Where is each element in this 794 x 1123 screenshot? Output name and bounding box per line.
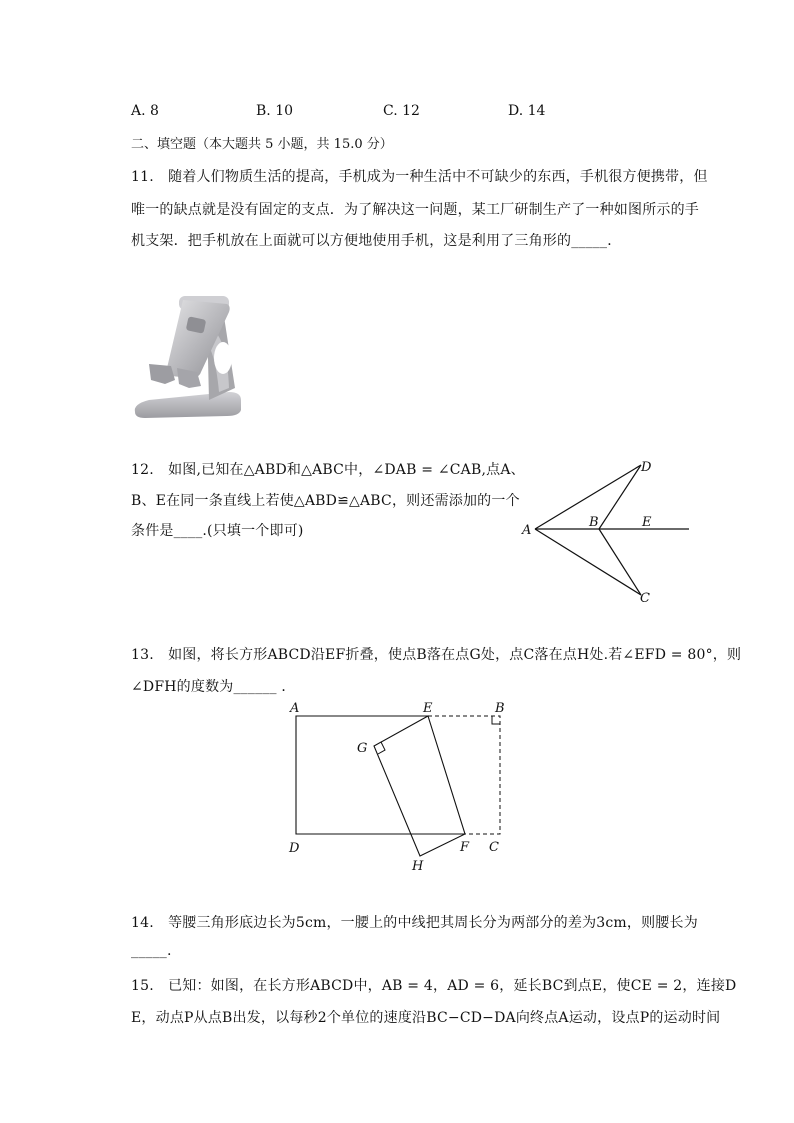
segment-bd: [599, 465, 641, 529]
label-e: E: [423, 701, 433, 716]
q13-line1: 13. 如图，将长方形ABCD沿EF折叠，使点B落在点G处，点C落在点H处.若∠EFD = 80°，则: [131, 647, 742, 663]
q14-line2: _____.: [131, 943, 172, 959]
phone-stand-image: [131, 288, 245, 418]
segment-bc: [599, 529, 641, 595]
q12-line1: 12. 如图,已知在△ABD和△ABC中，∠DAB = ∠CAB,点A、: [131, 462, 525, 478]
dashed-original: [428, 716, 500, 834]
q15-line1: 15. 已知：如图，在长方形ABCD中，AB = 4，AD = 6，延长BC到点E，使CE = 2，连接D: [131, 978, 737, 994]
q12-line2: B、E在同一条直线上若使△ABD≌△ABC，则还需添加的一个: [131, 493, 520, 509]
q13-diagram: [282, 696, 512, 876]
label-h: H: [412, 859, 424, 874]
q11-line1: 11. 随着人们物质生活的提高，手机成为一种生活中不可缺少的东西，手机很方便携带，但: [131, 169, 708, 185]
folded-part: [374, 716, 465, 856]
label-a: A: [522, 523, 532, 538]
label-f: F: [460, 840, 470, 855]
q11-line2: 唯一的缺点就是没有固定的支点．为了解决这一问题，某工厂研制生产了一种如图所示的手: [131, 202, 699, 218]
rectangle-abcd: [296, 716, 465, 834]
q15-line2: E，动点P从点B出发，以每秒2个单位的速度沿BC−CD−DA向终点A运动，设点P的运动时间: [131, 1010, 721, 1026]
segment-ad: [535, 465, 641, 529]
label-d: D: [289, 841, 300, 856]
segment-ac: [535, 529, 641, 595]
option-c: C. 12: [383, 103, 420, 119]
label-b: B: [589, 515, 599, 530]
q12-line3: 条件是____.(只填一个即可): [131, 523, 304, 539]
label-d: D: [641, 460, 652, 475]
label-g: G: [357, 741, 368, 756]
label-b: B: [495, 701, 505, 716]
section-header: 二、填空题（本大题共 5 小题，共 15.0 分）: [131, 137, 393, 152]
label-e: E: [642, 515, 652, 530]
label-c: C: [489, 840, 499, 855]
q12-diagram: [515, 455, 695, 605]
q14-line1: 14. 等腰三角形底边长为5cm，一腰上的中线把其周长分为两部分的差为3cm，则腰长为: [131, 915, 698, 931]
option-b: B. 10: [256, 103, 294, 119]
option-a: A. 8: [131, 103, 159, 119]
q13-line2: ∠DFH的度数为______ ．: [131, 679, 296, 695]
option-d: D. 14: [508, 103, 546, 119]
q11-line3: 机支架．把手机放在上面就可以方便地使用手机，这是利用了三角形的_____．: [131, 233, 622, 249]
label-a: A: [290, 701, 300, 716]
label-c: C: [640, 591, 650, 605]
